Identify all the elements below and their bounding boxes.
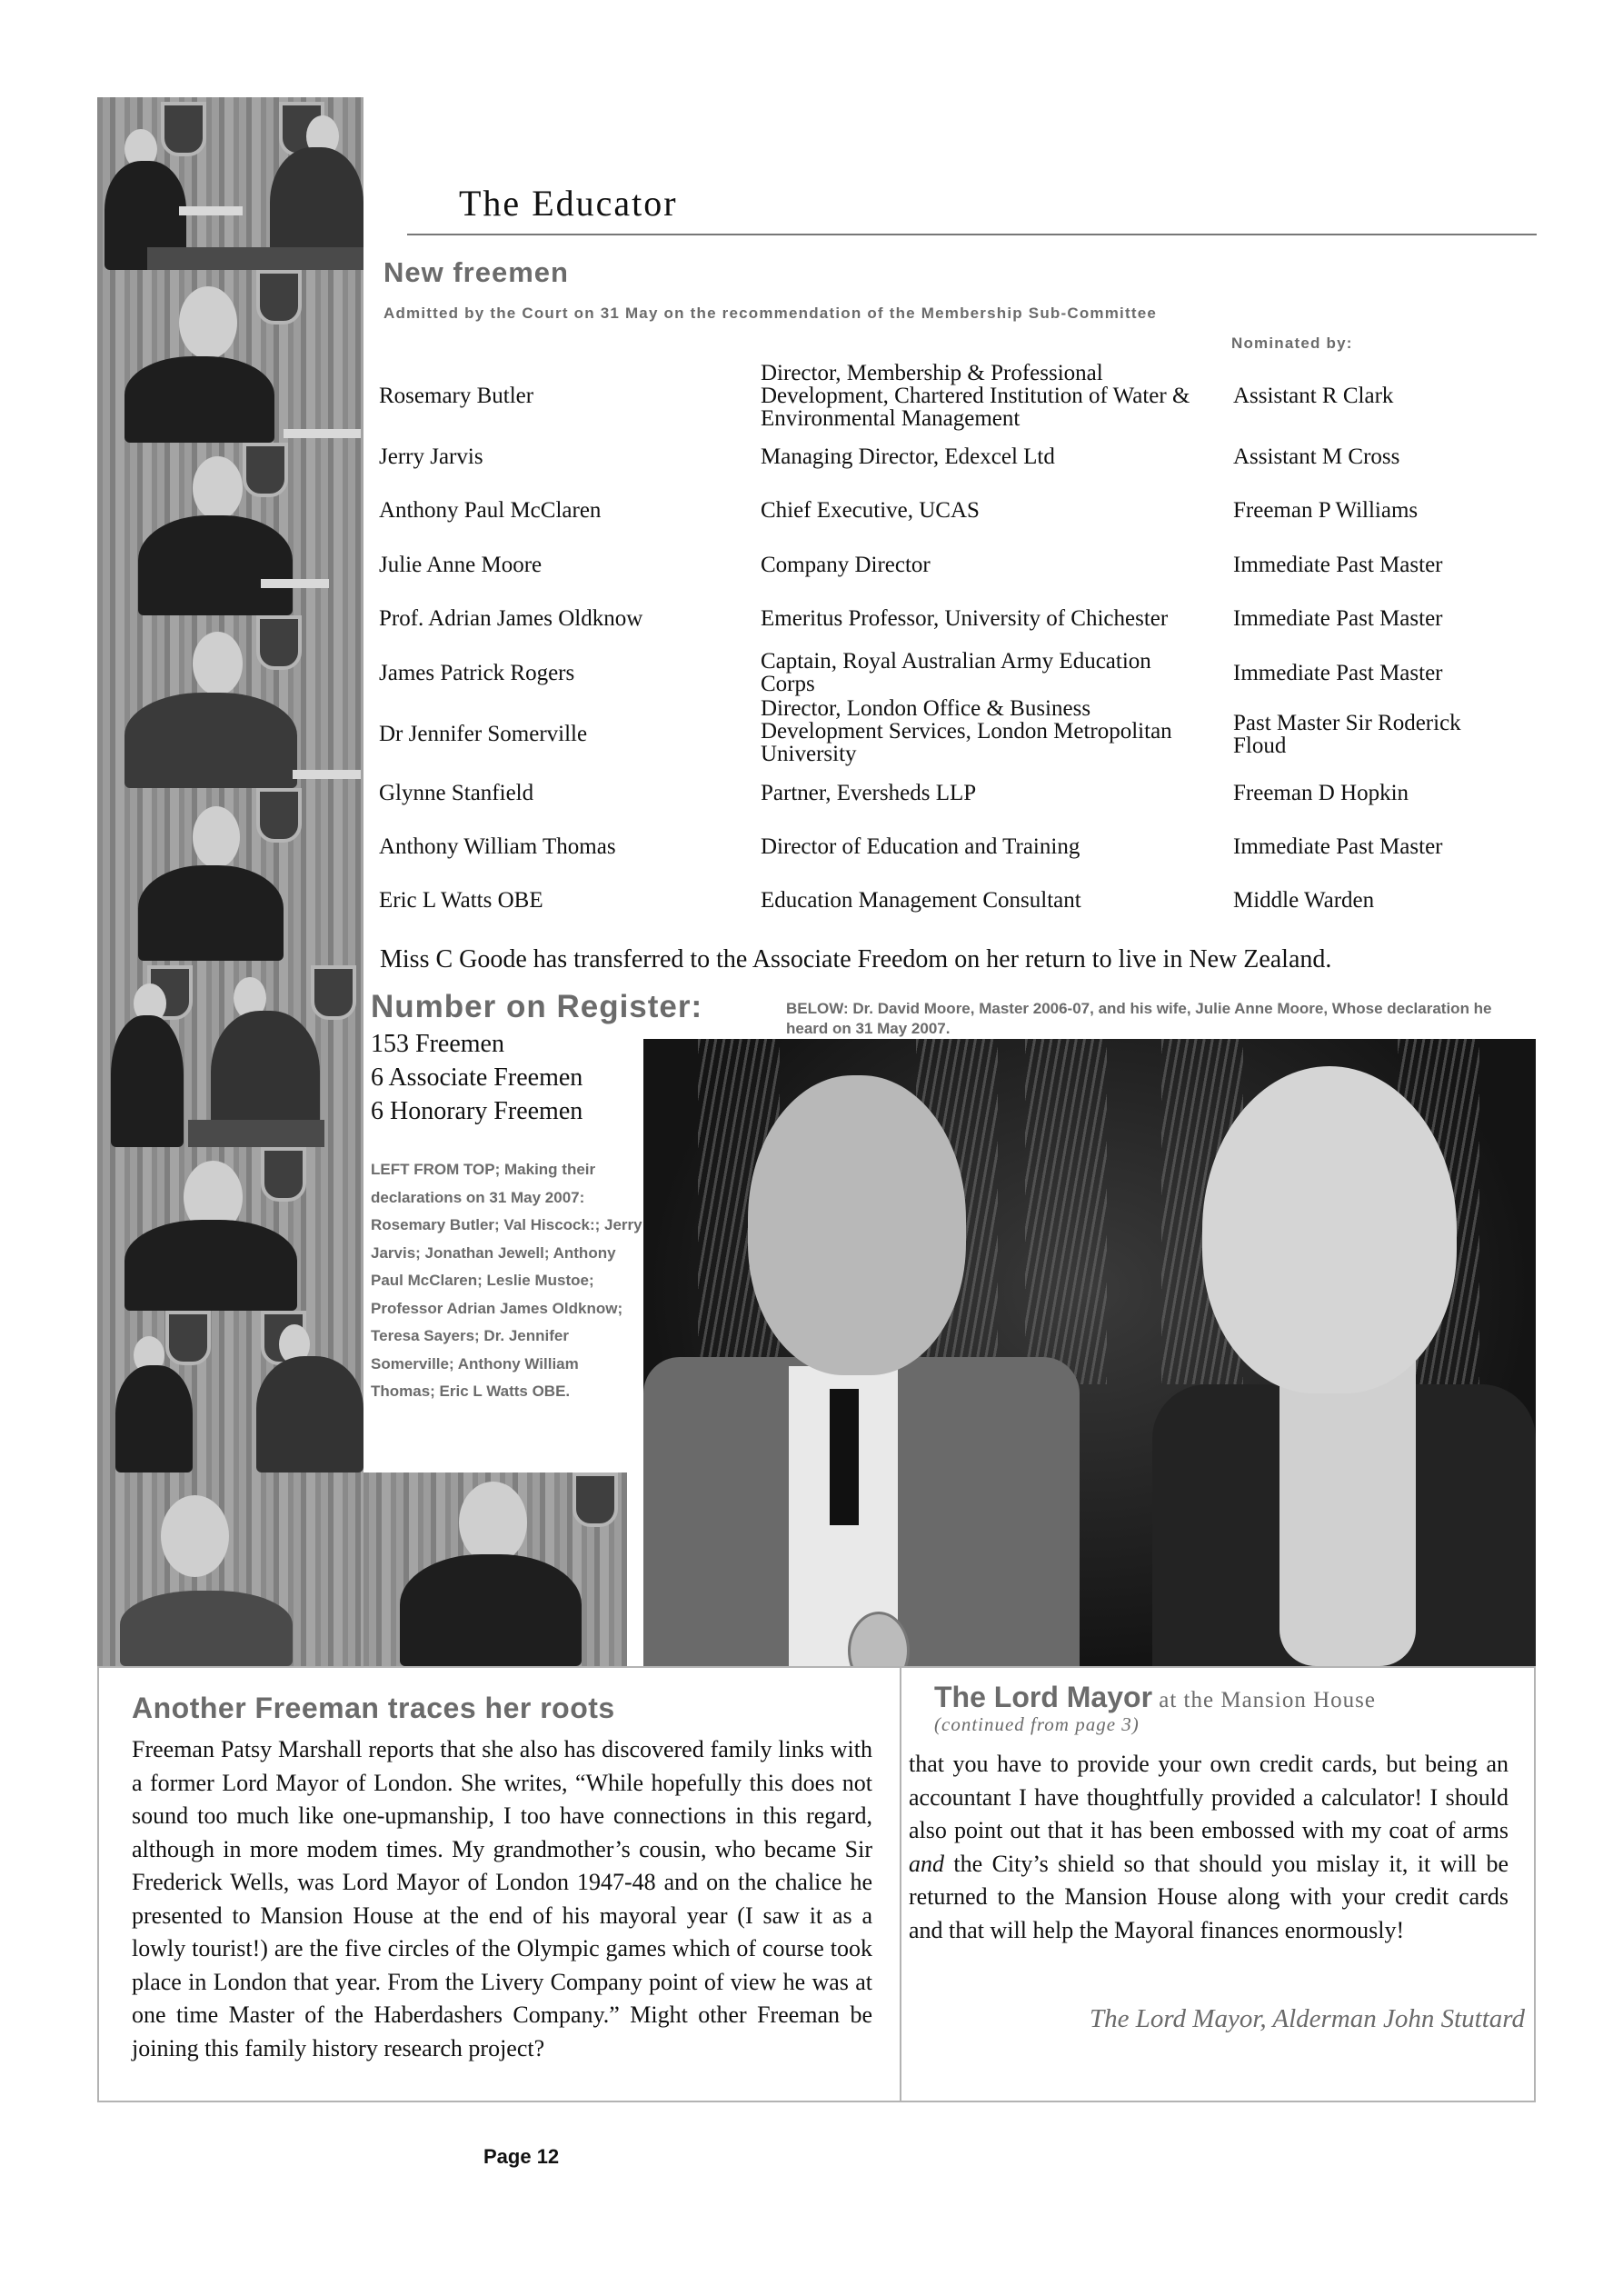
- photo-david-and-julie-moore: [643, 1039, 1536, 1666]
- freeman-nominated-by: Assistant M Cross: [1233, 444, 1400, 469]
- register-freemen: 153 Freemen: [371, 1030, 504, 1058]
- register-honorary-freemen: 6 Honorary Freemen: [371, 1097, 583, 1125]
- freeman-name: Prof. Adrian James Oldknow: [379, 606, 643, 631]
- publication-title: The Educator: [459, 183, 678, 224]
- freeman-name: Rosemary Butler: [379, 384, 534, 408]
- photo-james-rogers: [97, 788, 363, 961]
- heading-rest: at the Mansion House: [1152, 1688, 1376, 1712]
- transfer-note: Miss C Goode has transferred to the Associate Freedom on her return to live in New Zealand.: [380, 945, 1332, 973]
- freeman-name: Eric L Watts OBE: [379, 888, 543, 913]
- freeman-role: Director, London Office & Business Development Services, London Metropolitan University: [761, 696, 1172, 766]
- freeman-name: Glynne Stanfield: [379, 781, 534, 805]
- freeman-nominated-by: Immediate Past Master: [1233, 834, 1443, 859]
- freeman-role: Emeritus Professor, University of Chichester: [761, 606, 1169, 631]
- new-freemen-heading: New freemen: [383, 256, 569, 288]
- freeman-role: Director of Education and Training: [761, 834, 1080, 859]
- heading-bold: The Lord Mayor: [934, 1681, 1153, 1713]
- freeman-role: Chief Executive, UCAS: [761, 498, 980, 523]
- register-associate-freemen: 6 Associate Freemen: [371, 1063, 583, 1092]
- photo-declaration-handshake-2: [97, 961, 363, 1147]
- freeman-name: Julie Anne Moore: [379, 553, 543, 577]
- photo-woman-glasses: [97, 1472, 363, 1666]
- body-text: that you have to provide your own credit cards, but being an accountant I have thoughtfully provided a calculator! I should also point out that it has been embossed with my coat of arms: [909, 1751, 1508, 1843]
- register-list: [371, 1027, 582, 1128]
- article-another-freeman: [97, 1666, 901, 2102]
- freeman-nominated-by: Freeman P Williams: [1233, 498, 1419, 523]
- photo-man-glasses: [363, 1472, 627, 1666]
- photo-declaration-handshake-3: [97, 1311, 363, 1472]
- photo-caption-left: LEFT FROM TOP; Making their declarations on 31 May 2007: Rosemary Butler; Val Hiscock:; Jerry Jarvis; Jonathan Jewell; Anthony Paul McClaren; Leslie Mustoe; Professor Adrian James Oldknow; Teresa Sayers; Dr. Jennifer Somerville; Anthony William Thomas; Eric L Watts OBE.: [371, 1161, 642, 1400]
- article-heading: Another Freeman traces her roots: [132, 1692, 615, 1724]
- freeman-name: Dr Jennifer Somerville: [379, 722, 588, 746]
- freeman-nominated-by: Immediate Past Master: [1233, 606, 1443, 631]
- admitted-subheading: Admitted by the Court on 31 May on the recommendation of the Membership Sub-Committee: [383, 304, 1158, 322]
- freeman-nominated-by: Immediate Past Master: [1233, 661, 1443, 685]
- photo-caption-below: BELOW: Dr. David Moore, Master 2006-07, and his wife, Julie Anne Moore, Whose declaration he heard on 31 May 2007.: [786, 1000, 1492, 1037]
- freeman-nominated-by: Freeman D Hopkin: [1233, 781, 1409, 805]
- photo-declaration-handshake-1: [97, 97, 363, 270]
- article-body: [909, 1748, 1508, 1947]
- article-body: Freeman Patsy Marshall reports that she also has discovered family links with a former Lord Mayor of London. She writes, “While hopefully this does not sound too much like one-upmanship, I too have connections in this regard, although in more modem times. My grandmother’s cousin, who became Sir Frederick Wells, was Lord Mayor of London 1947-48 and on the chalice he presented to Mansion House at the end of his mayoral year (I saw it as a lowly tourist!) are the five circles of the Olympic games which of course took place in London that year. From the Livery Company point of view he was at one time Master of the Haberdashers Company.” Might other Freeman be joining this family history research project?: [132, 1736, 872, 2061]
- photo-rosemary-butler: [97, 270, 363, 443]
- table-row: [379, 359, 1542, 432]
- body-text: the City’s shield so that should you mislay it, it will be returned to the Mansion House along with your credit cards and that will help the Mayoral finances enormously!: [909, 1850, 1508, 1943]
- freeman-name: Anthony William Thomas: [379, 834, 616, 859]
- signature: The Lord Mayor, Alderman John Stuttard: [1089, 2004, 1525, 2033]
- freeman-role: Education Management Consultant: [761, 888, 1081, 913]
- freeman-name: Jerry Jarvis: [379, 444, 483, 469]
- article-heading: [934, 1681, 1376, 1714]
- body-italic: and: [909, 1850, 944, 1877]
- freeman-role: Captain, Royal Australian Army Education Corps: [761, 649, 1151, 696]
- freeman-nominated-by: Past Master Sir Roderick Floud: [1233, 711, 1461, 758]
- freeman-role: Director, Membership & Professional Development, Chartered Institution of Water & Environmental Management: [761, 361, 1190, 431]
- freeman-role: Managing Director, Edexcel Ltd: [761, 444, 1055, 469]
- freeman-name: Anthony Paul McClaren: [379, 498, 602, 523]
- nominated-by-header: Nominated by:: [1231, 334, 1353, 352]
- photo-jerry-jarvis: [97, 443, 363, 615]
- continued-note: (continued from page 3): [934, 1713, 1140, 1735]
- freeman-role: Partner, Eversheds LLP: [761, 781, 977, 805]
- freeman-nominated-by: Middle Warden: [1233, 888, 1375, 913]
- number-on-register-heading: Number on Register:: [371, 989, 703, 1024]
- photo-leslie-mustoe: [97, 1147, 363, 1311]
- article-lord-mayor: [900, 1666, 1536, 2102]
- freeman-nominated-by: Immediate Past Master: [1233, 553, 1443, 577]
- freeman-name: James Patrick Rogers: [379, 661, 575, 685]
- photo-anthony-mcclaren: [97, 615, 363, 788]
- header-rule: [407, 234, 1537, 235]
- freeman-nominated-by: Assistant R Clark: [1233, 384, 1394, 408]
- freeman-role: Company Director: [761, 553, 931, 577]
- page-number: Page 12: [483, 2145, 560, 2168]
